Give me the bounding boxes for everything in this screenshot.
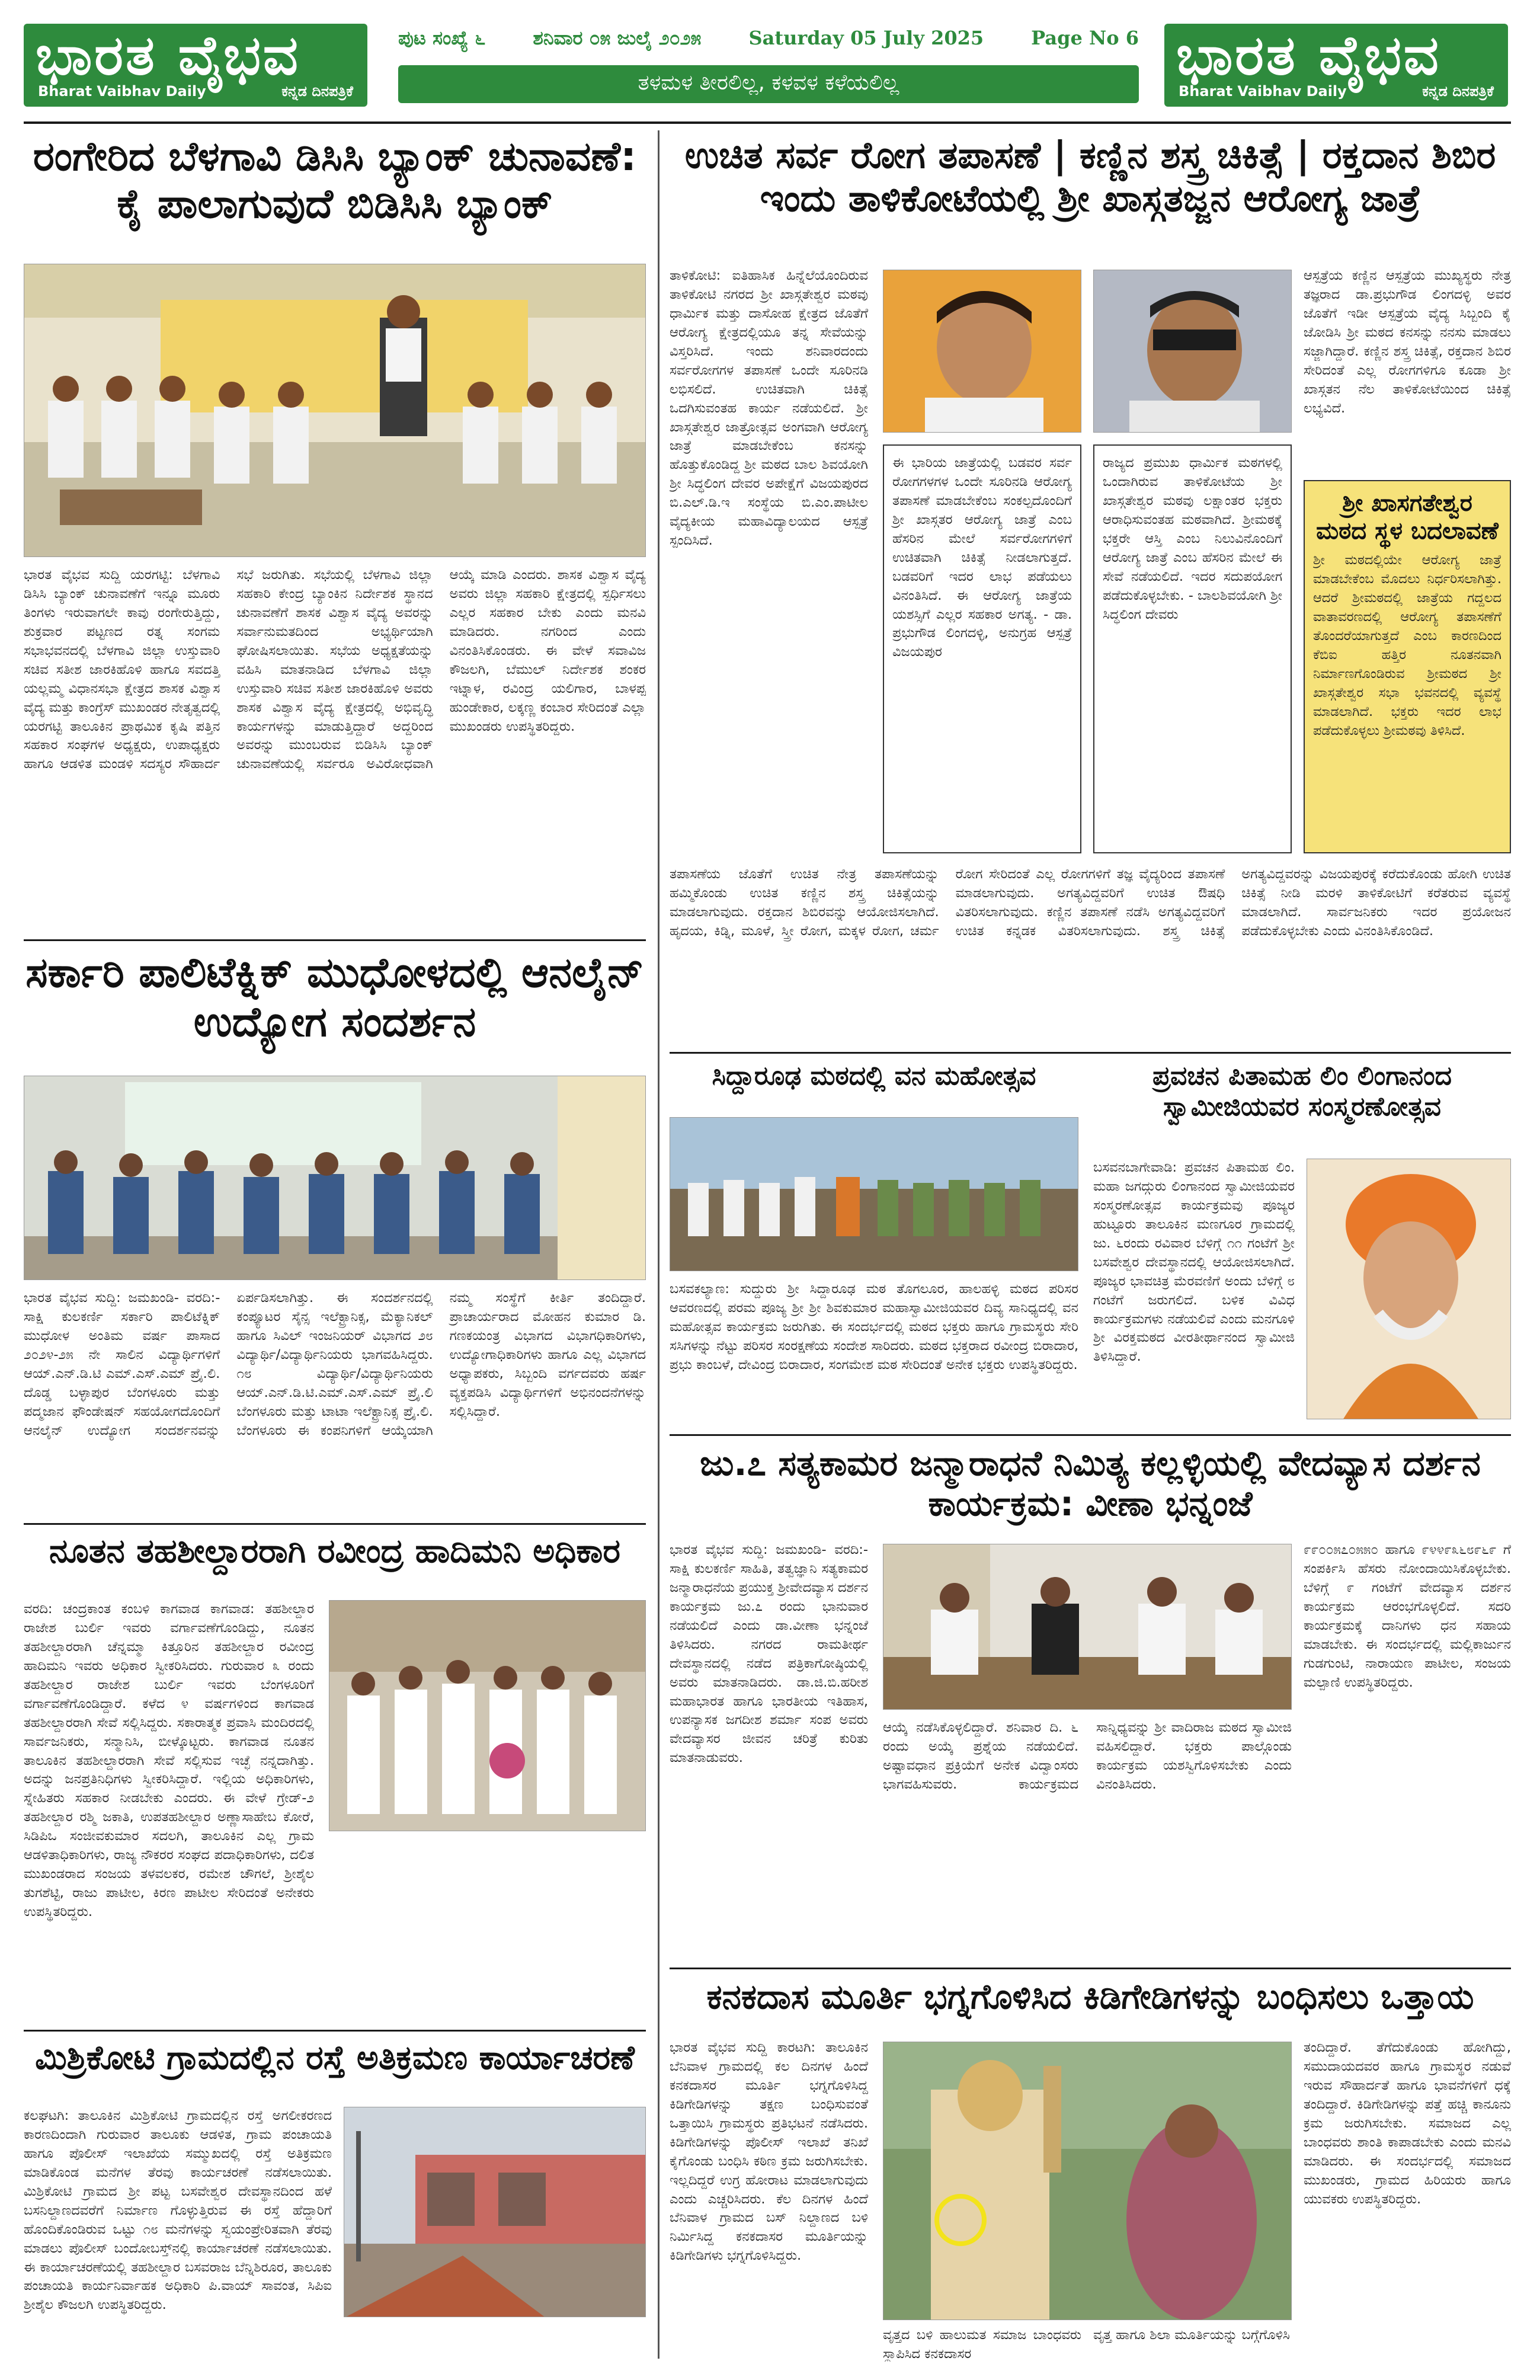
tahsildar-headline: ನೂತನ ತಹಶೀಲ್ದಾರರಾಗಿ ರವೀಂದ್ರ ಹಾದಿಮನಿ ಅಧಿಕಾರ xyxy=(49,1532,620,1570)
health-box-1 xyxy=(883,444,1081,853)
kanakadasa-headline: ಕನಕದಾಸ ಮೂರ್ತಿ ಭಗ್ನಗೊಳಿಸಿದ ಕಿಡಿಗೇಡಿಗಳನ್ನು ಬಂಧಿಸಲು ಒತ್ತಾಯ xyxy=(706,1976,1474,2017)
masthead-kannada-right: ಕನ್ನಡ ದಿನಪತ್ರಿಕೆ xyxy=(1422,83,1494,100)
dcc-headline: ರಂಗೇರಿದ ಬೆಳಗಾವಿ ಡಿಸಿಸಿ ಬ್ಯಾಂಕ್ ಚುನಾವಣೆ: ಕೈ ಪಾಲಾಗುವುದೆ ಬಿಡಿಸಿಸಿ ಬ್ಯಾಂಕ್ xyxy=(33,133,637,228)
dcc-body: ಭಾರತ ವೈಭವ ಸುದ್ದಿ ಯರಗಟ್ಟಿ: ಬೆಳಗಾವಿ ಡಿಸಿಸಿ ಬ್ಯಾಂಕ್ ಚುನಾವಣೆಗೆ ಇನ್ನೂ ಮೂರು ತಿಂಗಳು ಇರುವಾಗಲೇ ಕಾವು ರಂಗೇರುತ್ತಿದ್ದು, ಶುಕ್ರವಾರ ಪಟ್ಟಣದ ರತ್ನ ಸಂಗಮ ಸಭಾಭವನದಲ್ಲಿ ಬೆಳಗಾವಿ ಜಿಲ್ಲಾ ಉಸ್ತುವಾರಿ ಸಚಿವ ಸತೀಶ ಜಾರಕಿಹೊಳಿ ಹಾಗೂ ಸವದತ್ತಿ ಯಲ್ಲಮ್ಮ ವಿಧಾನಸಭಾ ಕ್ಷೇತ್ರದ ಶಾಸಕ ವಿಶ್ವಾಸ ವೈದ್ಯ ಮತ್ತು ಕಾಂಗ್ರೆಸ್ ಮುಖಂಡರ ನೇತೃತ್ವದಲ್ಲಿ ಯರಗಟ್ಟಿ ತಾಲೂಕಿನ ಪ್ರಾಥಮಿಕ ಕೃಷಿ ಪತ್ತಿನ ಸಹಕಾರ ಸಂಘಗಳ ಅಧ್ಯಕ್ಷರು, ಉಪಾಧ್ಯಕ್ಷರು ಹಾಗೂ ಆಡಳಿತ ಮಂಡಳಿ ಸದಸ್ಯರ ಸೌಹಾರ್ದ ಸಭೆ ಜರುಗಿತು. ಸಭೆಯಲ್ಲಿ ಬೆಳಗಾವಿ ಜಿಲ್ಲಾ ಸಹಕಾರಿ ಕೇಂದ್ರ ಬ್ಯಾಂಕಿನ ನಿರ್ದೇಶಕ ಸ್ಥಾನದ ಚುನಾವಣೆಗೆ ಶಾಸಕ ವಿಶ್ವಾಸ ವೈದ್ಯ ಅವರನ್ನು ಸರ್ವಾನುಮತದಿಂದ ಅಭ್ಯರ್ಥಿಯಾಗಿ ಘೋಷಿಸಲಾಯಿತು. ಸಭೆಯ ಅಧ್ಯಕ್ಷತೆಯನ್ನು ವಹಿಸಿ ಮಾತನಾಡಿದ ಬೆಳಗಾವಿ ಜಿಲ್ಲಾ ಉಸ್ತುವಾರಿ ಸಚಿವ ಸತೀಶ ಜಾರಕಿಹೊಳಿ ಅವರು ಶಾಸಕ ವಿಶ್ವಾಸ ವೈದ್ಯ ಕ್ಷೇತ್ರದಲ್ಲಿ ಅಭಿವೃದ್ಧಿ ಕಾರ್ಯಗಳನ್ನು ಮಾಡುತ್ತಿದ್ದಾರೆ ಅದ್ದರಿಂದ ಅವರನ್ನು ಮುಂಬರುವ ಬಿಡಿಸಿಸಿ ಬ್ಯಾಂಕ್ ಚುನಾವಣೆಯಲ್ಲಿ ಸರ್ವರೂ ಅವಿರೋಧವಾಗಿ ಆಯ್ಕೆ ಮಾಡಿ ಎಂದರು. ಶಾಸಕ ವಿಶ್ವಾಸ ವೈದ್ಯ ಅವರು ಜಿಲ್ಲಾ ಸಹಕಾರಿ ಕ್ಷೇತ್ರದಲ್ಲಿ ಸ್ಪರ್ಧಿಸಲು ಎಲ್ಲರ ಸಹಕಾರ ಬೇಕು ಎಂದು ಮನವಿ ಮಾಡಿದರು. ನಗರಿಂದ ಎಂದು ವಿನಂತಿಸಿಕೊಂಡರು. ಈ ವೇಳೆ ಸವಾವಿಜ ಕೌಜಲಗಿ, ಬೆಮುಲ್ ನಿರ್ದೇಶಕ ಶಂಕರ ಇಟ್ನಾಳ, ರವಿಂದ್ರ ಯಲಿಗಾರ, ಬಾಳಪ್ಪ ಹುಂಡೇಕಾರ, ಲಕ್ಕಣ್ಣ ಕಂಬಾರ ಸೇರಿದಂತೆ ಎಲ್ಲಾ ಮುಖಂಡರು ಉಪಸ್ಥಿತರಿದ್ದರು. xyxy=(24,567,646,772)
health-box-2 xyxy=(1093,444,1292,853)
road-body-wrap xyxy=(24,2107,332,2356)
tagline-banner: ತಳಮಳ ತೀರಲಿಲ್ಲ, ಕಳವಳ ಕಳೆಯಲಿಲ್ಲ xyxy=(398,65,1139,103)
health-sidebar-title: ಶ್ರೀ ಖಾಸಗತೇಶ್ವರ ಮಠದ ಸ್ಥಳ ಬದಲಾವಣೆ xyxy=(1316,490,1499,545)
health-bottom: ತಪಾಸಣೆಯ ಜೊತೆಗೆ ಉಚಿತ ನೇತ್ರ ತಪಾಸಣೆಯನ್ನು ಹಮ್ಮಿಕೊಂಡು ಉಚಿತ ಕಣ್ಣಿನ ಶಸ್ತ್ರ ಚಿಕಿತ್ಸೆಯನ್ನು ಮಾಡಲಾಗುವುದು. ರಕ್ತದಾನ ಶಿಬಿರವನ್ನು ಆಯೋಜಿಸಲಾಗಿದೆ. ಹೃದಯ, ಕಿಡ್ನಿ, ಮೂಳೆ, ಸ್ತ್ರೀ ರೋಗ, ಮಕ್ಕಳ ರೋಗ, ಚರ್ಮ ರೋಗ ಸೇರಿದಂತೆ ಎಲ್ಲ ರೋಗಗಳಿಗೆ ತಜ್ಞ ವೈದ್ಯರಿಂದ ತಪಾಸಣೆ ಮಾಡಲಾಗುವುದು. ಅಗತ್ಯವಿದ್ದವರಿಗೆ ಉಚಿತ ಔಷಧಿ ವಿತರಿಸಲಾಗುವುದು. ಕಣ್ಣಿನ ತಪಾಸಣೆ ನಡೆಸಿ ಅಗತ್ಯವಿದ್ದವರಿಗೆ ಉಚಿತ ಕನ್ನಡಕ ವಿತರಿಸಲಾಗುವುದು. ಶಸ್ತ್ರ ಚಿಕಿತ್ಸೆ ಅಗತ್ಯವಿದ್ದವರನ್ನು ವಿಜಯಪುರಕ್ಕೆ ಕರೆದುಕೊಂಡು ಹೋಗಿ ಉಚಿತ ಚಿಕಿತ್ಸೆ ನೀಡಿ ಮರಳಿ ತಾಳಿಕೋಟಿಗೆ ಕರೆತರುವ ವ್ಯವಸ್ಥೆ ಮಾಡಲಾಗಿದೆ. ಸಾರ್ವಜನಿಕರು ಇದರ ಪ್ರಯೋಜನ ಪಡೆದುಕೊಳ್ಳಬೇಕು ಎಂದು ವಿನಂತಿಸಿಕೊಂಡಿದೆ. xyxy=(670,866,1511,939)
health-photo-1 xyxy=(883,270,1081,433)
kanakadasa-left: ಭಾರತ ವೈಭವ ಸುದ್ದಿ ಕಾರಟಗಿ: ತಾಲೂಕಿನ ಬೆನಿವಾಳ ಗ್ರಾಮದಲ್ಲಿ ಕಲ ದಿನಗಳ ಹಿಂದೆ ಕನಕದಾಸರ ಮೂರ್ತಿ ಭಗ್ನಗೊಳಿಸಿದ್ದ ಕಿಡಿಗೇಡಿಗಳನ್ನು ತಕ್ಷಣ ಬಂಧಿಸುವಂತೆ ಒತ್ತಾಯಿಸಿ ಗ್ರಾಮಸ್ಥರು ಪ್ರತಿಭಟನೆ ನಡೆಸಿದರು. ಕಿಡಿಗೇಡಿಗಳನ್ನು ಪೊಲೀಸ್ ಇಲಾಖೆ ತನಿಖೆ ಕೈಗೊಂಡು ಬಂಧಿಸಿ ಕಠಿಣ ಕ್ರಮ ಜರುಗಿಸಬೇಕು. ಇಲ್ಲದಿದ್ದರೆ ಉಗ್ರ ಹೋರಾಟ ಮಾಡಲಾಗುವುದು ಎಂದು ಎಚ್ಚರಿಸಿದರು. ಕೆಲ ದಿನಗಳ ಹಿಂದೆ ಬೆನಿವಾಳ ಗ್ರಾಮದ ಬಸ್ ನಿಲ್ದಾಣದ ಬಳಿ ನಿರ್ಮಿಸಿದ್ದ ಕನಕದಾಸರ ಮೂರ್ತಿಯನ್ನು ಕಿಡಿಗೇಡಿಗಳು ಭಗ್ನಗೊಳಿಸಿದ್ದರು. xyxy=(670,2040,868,2264)
kannada-date: ಶನಿವಾರ ೦೫ ಜುಲೈ ೨೦೨೫ xyxy=(533,26,702,49)
page-number: Page No 6 xyxy=(1031,27,1139,49)
vedavyasa-left: ಭಾರತ ವೈಭವ ಸುದ್ದಿ: ಜಮಖಂಡಿ- ವರದಿ:- ಸಾಕ್ಷಿ ಕುಲಕರ್ಣಿ ಸಾಹಿತಿ, ತತ್ವಜ್ಞಾನಿ ಸತ್ಯಕಾಮರ ಜನ್ಮಾರಾಧನೆಯ ಪ್ರಯುಕ್ತ ಶ್ರೀವೇದವ್ಯಾಸ ದರ್ಶನ ಕಾರ್ಯಕ್ರಮ ಜು.೭ ರಂದು ಭಾನುವಾರ ನಡೆಯಲಿದೆ ಎಂದು ಡಾ.ವೀಣಾ ಭನ್ನಂಜೆ ತಿಳಿಸಿದರು. ನಗರದ ರಾಮತೀರ್ಥ ದೇವಸ್ಥಾನದಲ್ಲಿ ನಡೆದ ಪತ್ರಿಕಾಗೋಷ್ಠಿಯಲ್ಲಿ ಅವರು ಮಾತನಾಡಿದರು. ಡಾ.ಜಿ.ಬಿ.ಹರೀಶ ಮಹಾಭಾರತ ಹಾಗೂ ಭಾರತೀಯ ಇತಿಹಾಸ, ಉಪನ್ಯಾಸಕ ಜಗದೀಶ ಶರ್ಮಾ ಸಂಪ ಅವರು ವೇದವ್ಯಾಸರ ಜೀವನ ಚರಿತ್ರೆ ಕುರಿತು ಮಾತನಾಡುವರು. xyxy=(670,1542,868,1766)
kanakadasa-caption-left: ವೃತ್ತದ ಬಳಿ ಹಾಲುಮತ ಸಮಾಜ ಬಾಂಧವರು ಸ್ಥಾಪಿಸಿದ ಕನಕದಾಸರ xyxy=(883,2327,1081,2362)
masthead-title: ಭಾರತ ವೈಭವ xyxy=(36,24,300,87)
vedavyasa-mid: ಆಯ್ಕೆ ನಡೆಸಿಕೊಳ್ಳಲಿದ್ದಾರೆ. ಶನಿವಾರ ದಿ. ೬ ರಂದು ಅಯ್ಕೆ ಪ್ರಶ್ನೆಯ ನಡೆಯಲಿದೆ. ಅಷ್ಟಾವಧಾನ ಪ್ರಕ್ರಿಯೆಗೆ ಅನೇಕ ವಿದ್ವಾಂಸರು ಭಾಗವಹಿಸುವರು. ಕಾರ್ಯಕ್ರಮದ ಸಾನ್ನಿಧ್ಯವನ್ನು ಶ್ರೀ ವಾದಿರಾಜ ಮಠದ ಸ್ವಾಮೀಜಿ ವಹಿಸಲಿದ್ದಾರೆ. ಭಕ್ತರು ಪಾಲ್ಗೊಂಡು ಕಾರ್ಯಕ್ರಮ ಯಶಸ್ವಿಗೊಳಿಸಬೇಕು ಎಂದು ವಿನಂತಿಸಿದರು. xyxy=(883,1720,1292,1792)
tahsildar-photo xyxy=(329,1600,646,1831)
masthead-left xyxy=(24,24,367,107)
column-divider xyxy=(658,130,659,2359)
masthead-kannada: ಕನ್ನಡ ದಿನಪತ್ರಿಕೆ xyxy=(281,83,353,100)
health-col1-wrap xyxy=(670,267,868,859)
health-headline: ಉಚಿತ ಸರ್ವ ರೋಗ ತಪಾಸಣೆ | ಕಣ್ಣಿನ ಶಸ್ತ್ರ ಚಿಕಿತ್ಸೆ | ರಕ್ತದಾನ ಶಿಬಿರ ಇಂದು ತಾಳಿಕೋಟೆಯಲ್ಲಿ ಶ್ರೀ ಖಾಸ್ಗತಜ್ಜನ ಆರೋಗ್ಯ ಜಾತ್ರೆ xyxy=(684,133,1496,220)
health-col1: ತಾಳಿಕೋಟಿ: ಐತಿಹಾಸಿಕ ಹಿನ್ನೆಲೆಯೊಂದಿರುವ ತಾಳಿಕೋಟಿ ನಗರದ ಶ್ರೀ ಖಾಸ್ಗತೇಶ್ವರ ಮಠವು ಧಾರ್ಮಿಕ ಮತ್ತು ದಾಸೋಹ ಕ್ಷೇತ್ರದ ಜೊತೆಗೆ ಆರೋಗ್ಯ ಕ್ಷೇತ್ರದಲ್ಲಿಯೂ ತನ್ನ ಸೇವೆಯನ್ನು ವಿಸ್ತರಿಸಿದೆ. ಇಂದು ಶನಿವಾರದಂದು ಸರ್ವರೋಗಗಳ ತಪಾಸಣೆ ಒಂದೇ ಸೂರಿನಡಿ ಲಭಿಸಲಿದೆ. ಉಚಿತವಾಗಿ ಚಿಕಿತ್ಸೆ ಒದಗಿಸುವಂತಹ ಕಾರ್ಯ ನಡೆಯಲಿದೆ. ಶ್ರೀ ಖಾಸ್ಗತೇಶ್ವರ ಜಾತ್ರೋತ್ಸವ ಅಂಗವಾಗಿ ಆರೋಗ್ಯ ಜಾತ್ರೆ ಮಾಡಬೇಕೆಂಬ ಕನಸನ್ನು ಹೊತ್ತುಕೊಂಡಿದ್ದ ಶ್ರೀ ಮಠದ ಬಾಲ ಶಿವಯೋಗಿ ಶ್ರೀ ಸಿದ್ಧಲಿಂಗ ದೇವರ ಅಪೇಕ್ಷೆಗೆ ವಿಜಯಪುರದ ಬಿ.ಎಲ್.ಡಿ.ಇ ಸಂಸ್ಥೆಯ ಬಿ.ಎಂ.ಪಾಟೀಲ ವೈದ್ಯಕೀಯ ಮಹಾವಿದ್ಯಾಲಯದ ಆಸ್ಪತ್ರೆ ಸ್ಪಂದಿಸಿದೆ. xyxy=(670,268,868,549)
kanakadasa-right: ತಂದಿದ್ದಾರೆ. ತೆಗೆದುಕೊಂಡು ಹೋಗಿದ್ದು, ಸಮುದಾಯದವರ ಹಾಗೂ ಗ್ರಾಮಸ್ಥರ ನಡುವೆ ಇರುವ ಸೌಹಾರ್ದತೆ ಹಾಗೂ ಭಾವನೆಗಳಿಗೆ ಧಕ್ಕೆ ತಂದಿದ್ದಾರೆ. ಕಿಡಿಗೇಡಿಗಳನ್ನು ಪತ್ತೆ ಹಚ್ಚಿ ಕಾನೂನು ಕ್ರಮ ಜರುಗಿಸಬೇಕು. ಸಮಾಜದ ಎಲ್ಲ ಬಾಂಧವರು ಶಾಂತಿ ಕಾಪಾಡಬೇಕು ಎಂದು ಮನವಿ ಮಾಡಿದರು. ಈ ಸಂದರ್ಭದಲ್ಲಿ ಸಮಾಜದ ಮುಖಂಡರು, ಗ್ರಾಮದ ಹಿರಿಯರು ಹಾಗೂ ಯುವಕರು ಉಪಸ್ಥಿತರಿದ್ದರು. xyxy=(1304,2040,1511,2207)
vedavyasa-photo xyxy=(883,1544,1292,1710)
health-col4: ಆಸ್ಪತ್ರೆಯ ಕಣ್ಣಿನ ಆಸ್ಪತ್ರೆಯ ಮುಖ್ಯಸ್ಥರು ನೇತ್ರ ತಜ್ಞರಾದ ಡಾ.ಪ್ರಭುಗೌಡ ಲಿಂಗದಳ್ಳಿ ಅವರ ಜೊತೆಗೆ ಇಡೀ ಆಸ್ಪತ್ರೆಯ ವೈದ್ಯ ಸಿಬ್ಬಂದಿ ಕೈ ಜೋಡಿಸಿ ಶ್ರೀ ಮಠದ ಕನಸನ್ನು ನನಸು ಮಾಡಲು ಸಜ್ಜಾಗಿದ್ದಾರೆ. ಕಣ್ಣಿನ ಶಸ್ತ್ರ ಚಿಕಿತ್ಸೆ, ರಕ್ತದಾನ ಶಿಬಿರ ಸೇರಿದಂತೆ ಎಲ್ಲ ರೋಗಗಳಿಗೂ ಕೂಡಾ ಶ್ರೀ ಖಾಸ್ಗತನ ನೆಲ ತಾಳಿಕೋಟೆಯಿಂದ ಚಿಕಿತ್ಸೆ ಲಭ್ಯವಿದೆ. xyxy=(1304,268,1511,416)
vedavyasa-right: ೯೯೦೦೫೭೦೫೫೦ ಹಾಗೂ ೯೪೪೯೩೬೮೯೬೯ ಗೆ ಸಂಪರ್ಕಿಸಿ ಹೆಸರು ನೋಂದಾಯಿಸಿಕೊಳ್ಳಬೇಕು. ಬೆಳಿಗ್ಗೆ ೯ ಗಂಟೆಗೆ ವೇದವ್ಯಾಸ ದರ್ಶನ ಕಾರ್ಯಕ್ರಮ ಆರಂಭಗೊಳ್ಳಲಿದೆ. ಸದರಿ ಕಾರ್ಯಕ್ರಮಕ್ಕೆ ದಾನಿಗಳು ಧನ ಸಹಾಯ ಮಾಡಬೇಕು. ಈ ಸಂದರ್ಭದಲ್ಲಿ ಮಲ್ಲಿಕಾರ್ಜುನ ಗುಡಗುಂಟಿ, ನಾರಾಯಣ ಪಾಟೀಲ, ಸಂಜಯ ಮಲ್ಪಾಣಿ ಉಪಸ್ಥಿತರಿದ್ದರು. xyxy=(1304,1542,1511,1690)
masthead-english-right: Bharat Vaibhav Daily xyxy=(1179,83,1347,100)
polytechnic-body: ಭಾರತ ವೈಭವ ಸುದ್ದಿ: ಜಮಖಂಡಿ- ವರದಿ:- ಸಾಕ್ಷಿ ಕುಲಕರ್ಣಿ ಸರ್ಕಾರಿ ಪಾಲಿಟೆಕ್ನಿಕ್ ಮುಧೋಳ ಅಂತಿಮ ವರ್ಷ ಪಾಸಾದ ೨೦೨೪-೨೫ ನೇ ಸಾಲಿನ ವಿದ್ಯಾರ್ಥಿಗಳಿಗೆ ಆಯ್.ಎನ್.ಡಿ.ಟಿ ಎಮ್.ಎಸ್.ಎಮ್ ಪ್ರೈ.ಲಿ. ದೊಡ್ಡ ಬಳ್ಳಾಪುರ ಬೆಂಗಳೂರು ಮತ್ತು ಪದ್ಮಜಾನ ಫೌಂಡೇಷನ್ ಸಹಯೋಗದೊಂದಿಗೆ ಆನಲೈನ್ ಉದ್ಯೋಗ ಸಂದರ್ಶನವನ್ನು ಏರ್ಪಡಿಸಲಾಗಿತ್ತು. ಈ ಸಂದರ್ಶನದಲ್ಲಿ ಕಂಪ್ಯೂಟರ ಸೈನ್ಸ ಇಲೆಕ್ಟ್ರಾನಿಕ್ಸ, ಮೆಕ್ಯಾನಿಕಲ್ ಹಾಗೂ ಸಿವಿಲ್ ಇಂಜನಿಯರ್ ವಿಭಾಗದ ೨೮ ವಿದ್ಯಾರ್ಥಿ/ವಿದ್ಯಾರ್ಥಿನಿಯರು ಭಾಗವಹಿಸಿದ್ದರು. ೧೮ ವಿದ್ಯಾರ್ಥಿ/ವಿದ್ಯಾರ್ಥಿನಿಯರು ಆಯ್.ಎನ್.ಡಿ.ಟಿ.ಎಮ್.ಎಸ್.ಎಮ್ ಪ್ರೈ.ಲಿ ಬೆಂಗಳೂರು ಮತ್ತು ಟಾಟಾ ಇಲೆಕ್ಟ್ರಾನಿಕ್ಸ ಪ್ರೈ.ಲಿ. ಬೆಂಗಳೂರು ಈ ಕಂಪನಿಗಳಿಗೆ ಆಯ್ಕೆಯಾಗಿ ನಮ್ಮ ಸಂಸ್ಥೆಗೆ ಕೀರ್ತಿ ತಂದಿದ್ದಾರೆ. ಪ್ರಾಚಾರ್ಯರಾದ ಮೋಹನ ಕುಮಾರ ಡಿ. ಗಣಕಯಂತ್ರ ವಿಭಾಗದ ವಿಭಾಗಧಿಕಾರಿಗಳು, ಉದ್ಯೋಗಾಧಿಕಾರಿಗಳು ಹಾಗೂ ಎಲ್ಲ ವಿಭಾಗದ ಅಧ್ಯಾಪಕರು, ಸಿಬ್ಬಂದಿ ವರ್ಗದವರು ಹರ್ಷ ವ್ಯಕ್ತಪಡಿಸಿ ವಿದ್ಯಾರ್ಥಿಗಳಿಗೆ ಅಭಿನಂದನೆಗಳನ್ನು ಸಲ್ಲಿಸಿದ್ದಾರೆ. xyxy=(24,1290,646,1438)
health-sidebar-body: ಶ್ರೀ ಮಠದಲ್ಲಿಯೇ ಆರೋಗ್ಯ ಜಾತ್ರೆ ಮಾಡಬೇಕೆಂಬ ಮೊದಲು ನಿರ್ಧರಿಸಲಾಗಿತ್ತು. ಆದರೆ ಶ್ರೀಮಠದಲ್ಲಿ ಜಾತ್ರೆಯ ಗದ್ದಲದ ವಾತಾವರಣದಲ್ಲಿ ಆರೋಗ್ಯ ತಪಾಸಣೆಗೆ ತೊಂದರೆಯಾಗುತ್ತದೆ ಎಂಬ ಕಾರಣದಿಂದ ಕೆಬಿಐ ಹತ್ತಿರ ನೂತನವಾಗಿ ನಿರ್ಮಾಣಗೊಂಡಿರುವ ಶ್ರೀಮಠದ ಶ್ರೀ ಖಾಸ್ಗತೇಶ್ವರ ಸಭಾ ಭವನದಲ್ಲಿ ವ್ಯವಸ್ಥೆ ಮಾಡಲಾಗಿದೆ. ಭಕ್ತರು ಇದರ ಲಾಭ ಪಡೆದುಕೊಳ್ಳಲು ಶ್ರೀಮಠವು ತಿಳಿಸಿದೆ. xyxy=(1313,552,1501,738)
siddharoodha-photo xyxy=(670,1117,1078,1271)
divider-3 xyxy=(24,2030,646,2032)
road-photo xyxy=(344,2107,646,2317)
page-count: ಪುಟ ಸಂಖ್ಯೆ ೬ xyxy=(398,26,486,49)
tahsildar-body-left xyxy=(24,1600,314,2027)
vedavyasa-headline: ಜು.೭ ಸತ್ಯಕಾಮರ ಜನ್ಮಾರಾಧನೆ ನಿಮಿತ್ಯ ಕಲ್ಲಳ್ಳಿಯಲ್ಲಿ ವೇದವ್ಯಾಸ ದರ್ಶನ ಕಾರ್ಯಕ್ರಮ: ವೀಣಾ ಭನ್ನಂಜೆ xyxy=(700,1443,1481,1524)
divider-1 xyxy=(24,939,646,941)
kanakadasa-caption-right: ವೃತ್ತ ಹಾಗೂ ಶಿಲಾ ಮೂರ್ತಿಯನ್ನು ಬಗ್ಗೆಗೊಳಿಸಿ xyxy=(1093,2327,1290,2343)
english-date: Saturday 05 July 2025 xyxy=(748,27,984,49)
road-headline: ಮಿಶ್ರಿಕೋಟಿ ಗ್ರಾಮದಲ್ಲಿನ ರಸ್ತೆ ಅತಿಕ್ರಮಣ ಕಾರ್ಯಾಚರಣೆ xyxy=(35,2039,635,2077)
masthead-english: Bharat Vaibhav Daily xyxy=(38,83,206,100)
pravachana-headline: ಪ್ರವಚನ ಪಿತಾಮಹ ಲಿಂ ಲಿಂಗಾನಂದ ಸ್ವಾಮೀಜಿಯವರ ಸಂಸ್ಮರಣೋತ್ಸವ xyxy=(1152,1061,1452,1122)
road-body: ಕಲಘಟಗಿ: ತಾಲೂಕಿನ ಮಿಶ್ರಿಕೋಟಿ ಗ್ರಾಮದಲ್ಲಿನ ರಸ್ತೆ ಅಗಲೀಕರಣದ ಕಾರಣದಿಂದಾಗಿ ಗುರುವಾರ ತಾಲೂಕು ಆಡಳಿತ, ಗ್ರಾಮ ಪಂಚಾಯತಿ ಹಾಗೂ ಪೊಲೀಸ್ ಇಲಾಖೆಯ ಸಮ್ಮುಖದಲ್ಲಿ ರಸ್ತೆ ಅತಿಕ್ರಮಣ ಮಾಡಿಕೊಂಡ ಮನೆಗಳ ತೆರವು ಕಾರ್ಯಚರಣೆ ನಡೆಸಲಾಯಿತು. ಮಿಶ್ರಿಕೋಟಿ ಗ್ರಾಮದ ಶ್ರೀ ಪಟ್ಟ ಬಸವೇಶ್ವರ ದೇವಸ್ಥಾನದಿಂದ ಹಳೆ ಬಸನಿಲ್ದಾಣದವರೆಗೆ ನಿರ್ಮಾಣ ಗೊಳ್ಳುತ್ತಿರುವ ಈ ರಸ್ತೆ ಹೆದ್ದಾರಿಗೆ ಹೊಂದಿಕೊಂಡಿರುವ ಒಟ್ಟು ೧೮ ಮನೆಗಳನ್ನು ಸ್ವಯಂಪ್ರೇರಿತವಾಗಿ ತೆರವು ಮಾಡಲು ಪೊಲೀಸ್ ಬಂದೋಬಸ್ತ್‌ನಲ್ಲಿ ಕಾರ್ಯಾಚರಣೆ ನಡೆಸಲಾಯಿತು. ಈ ಕಾರ್ಯಾಚರಣೆಯಲ್ಲಿ ತಹಶೀಲ್ದಾರ ಬಸವರಾಜ ಬೆನ್ನಿಶಿರೂರ, ತಾಲೂಕು ಪಂಚಾಯತಿ ಕಾರ್ಯನಿರ್ವಾಹಕ ಅಧಿಕಾರಿ ಪಿ.ವಾಯ್ ಸಾವಂತ, ಸಿಪಿಐ ಶ್ರೀಶೈಲ ಕೌಜಲಗಿ ಉಪಸ್ಥಿತರಿದ್ದರು. xyxy=(24,2108,332,2313)
kanakadasa-photo xyxy=(883,2042,1292,2320)
divider-6 xyxy=(670,1968,1511,1969)
dcc-photo xyxy=(24,264,646,557)
pravachana-body: ಬಸವನಬಾಗೇವಾಡಿ: ಪ್ರವಚನ ಪಿತಾಮಹ ಲಿಂ. ಮಹಾ ಜಗದ್ಗುರು ಲಿಂಗಾನಂದ ಸ್ವಾಮೀಜಿಯವರ ಸಂಸ್ಮರಣೋತ್ಸವ ಕಾರ್ಯಕ್ರಮವು ಪೂಜ್ಯರ ಹುಟ್ಟೂರು ತಾಲೂಕಿನ ಮಣಗೂರ ಗ್ರಾಮದಲ್ಲಿ ಜು. ೬ರಂದು ರವಿವಾರ ಬೆಳಿಗ್ಗೆ ೧೧ ಗಂಟೆಗೆ ಶ್ರೀ ಬಸವೇಶ್ವರ ದೇವಸ್ಥಾನದಲ್ಲಿ ಆಯೋಜಿಸಲಾಗಿದೆ. ಪೂಜ್ಯರ ಭಾವಚಿತ್ರ ಮೆರವಣಿಗೆ ಅಂದು ಬೆಳಿಗ್ಗೆ ೮ ಗಂಟೆಗೆ ಜರುಗಲಿದೆ. ಬಳಿಕ ವಿವಿಧ ಕಾರ್ಯಕ್ರಮಗಳು ನಡೆಯಲಿವೆ ಎಂದು ಮನಗೂಳಿ ಶ್ರೀ ವಿರಕ್ತಮಠದ ವೀರತೀರ್ಥಾನಂದ ಸ್ವಾಮೀಜಿ ತಿಳಿಸಿದ್ದಾರೆ. xyxy=(1093,1160,1295,1365)
siddharoodha-body: ಬಸವಕಲ್ಯಾಣ: ಸುದ್ದುರು ಶ್ರೀ ಸಿದ್ದಾರೂಢ ಮಠ ತೊಗಲೂರ, ಹಾಲಹಳ್ಳಿ ಮಠದ ಪರಿಸರ ಆವರಣದಲ್ಲಿ ಪರಮ ಪೂಜ್ಯ ಶ್ರೀ ಶ್ರೀ ಶಿವಕುಮಾರ ಮಹಾಸ್ವಾಮೀಜಿಯವರ ದಿವ್ಯ ಸಾನಿಧ್ಯದಲ್ಲಿ ವನ ಮಹೋತ್ಸವ ಕಾರ್ಯಕ್ರಮ ಜರುಗಿತು. ಈ ಸಂದರ್ಭದಲ್ಲಿ ಮಠದ ಭಕ್ತರು ಹಾಗೂ ಗ್ರಾಮಸ್ಥರು ಸೇರಿ ಸಸಿಗಳನ್ನು ನೆಟ್ಟು ಪರಿಸರ ಸಂರಕ್ಷಣೆಯ ಸಂದೇಶ ಸಾರಿದರು. ಮಠದ ಭಕ್ತರಾದ ರವೀಂದ್ರ ಬಿರಾದಾರ, ಪ್ರಭು ಕಾಂಬಳೆ, ದೇವಿಂದ್ರ ಬಿರಾದಾರ, ಸಂಗಮೇಶ ಮಠ ಸೇರಿದಂತೆ ಅನೇಕ ಭಕ್ತರು ಉಪಸ್ಥಿತರಿದ್ದರು. xyxy=(670,1281,1078,1373)
siddharoodha-headline: ಸಿದ್ದಾರೂಢ ಮಠದಲ್ಲಿ ವನ ಮಹೋತ್ಸವ xyxy=(712,1061,1036,1091)
health-sidebar xyxy=(1304,480,1511,853)
masthead-title-right: ಭಾರತ ವೈಭವ xyxy=(1176,24,1441,87)
header-meta xyxy=(398,24,1139,52)
masthead-rule xyxy=(24,121,1511,124)
divider-2 xyxy=(24,1523,646,1525)
health-col4-wrap xyxy=(1304,267,1511,474)
health-photo-2 xyxy=(1093,270,1292,433)
health-box1-text: ಈ ಭಾರಿಯ ಜಾತ್ರೆಯಲ್ಲಿ ಬಡವರ ಸರ್ವ ರೋಗಗಳಗಳ ಒಂದೇ ಸೂರಿನಡಿ ಆರೋಗ್ಯ ತಪಾಸಣೆ ಮಾಡಬೇಕೆಂಬ ಸಂಕಲ್ಪದೊಂದಿಗೆ ಶ್ರೀ ಖಾಸ್ಗತರ ಆರೋಗ್ಯ ಜಾತ್ರೆ ಎಂಬ ಹೆಸರಿನ ಮೇಲೆ ಸರ್ವರೋಗಗಳಿಗೆ ಉಚಿತವಾಗಿ ಚಿಕಿತ್ಸೆ ನೀಡಲಾಗುತ್ತದೆ. ಬಡವರಿಗೆ ಇದರ ಲಾಭ ಪಡೆಯಲು ವಿನಂತಿಸಿದೆ. ಈ ಆರೋಗ್ಯ ಜಾತ್ರೆಯ ಯಶಸ್ಸಿಗೆ ಎಲ್ಲರ ಸಹಕಾರ ಅಗತ್ಯ. - ಡಾ. ಪ್ರಭುಗೌಡ ಲಿಂಗದಳ್ಳಿ, ಅನುಗ್ರಹ ಆಸ್ಪತ್ರೆ ವಿಜಯಪುರ xyxy=(892,455,1072,660)
masthead-right xyxy=(1164,24,1508,107)
tahsildar-body: ವರದಿ: ಚಂದ್ರಕಾಂತ ಕಂಬಳಿ ಕಾಗವಾಡ ಕಾಗವಾಡ: ತಹಶೀಲ್ದಾರ ರಾಜೇಶ ಬುರ್ಲಿ ಇವರು ವರ್ಗಾವಣೆಗೊಂಡಿದ್ದು, ನೂತನ ತಹಶೀಲ್ದಾರರಾಗಿ ಚೆನ್ನಮ್ಮಾ ಕಿತ್ತೂರಿನ ತಹಶೀಲ್ದಾರ ರವೀಂದ್ರ ಹಾದಿಮನಿ ಇವರು ಅಧಿಕಾರ ಸ್ವೀಕರಿಸಿದರು. ಗುರುವಾರ ೩ ರಂದು ತಹಶೀಲ್ದಾರ ರಾಜೇಶ ಬುರ್ಲಿ ಇವರು ಬೆಂಗಳೂರಿಗೆ ವರ್ಗಾವಣೆಗೊಂಡಿದ್ದಾರೆ. ಕಳೆದ ೪ ವರ್ಷಗಳಿಂದ ಕಾಗವಾಡ ತಹಶೀಲ್ದಾರರಾಗಿ ಸೇವೆ ಸಲ್ಲಿಸಿದ್ದರು. ಸಕಾರಾತ್ಮಕ ಪ್ರವಾಸಿ ಮಂದಿರದಲ್ಲಿ ಸಾರ್ವಜನಿಕರು, ಸನ್ಮಾನಿಸಿ, ಬೀಳ್ಕೊಟ್ಟರು. ಕಾಗವಾಡ ನೂತನ ತಾಲೂಕಿನ ತಹಶೀಲ್ದಾರರಾಗಿ ಸೇವೆ ಸಲ್ಲಿಸುವ ಇಚ್ಛೆ ನನ್ನದಾಗಿತ್ತು. ಅದನ್ನು ಜನಪ್ರತಿನಿಧಿಗಳು ಸ್ವೀಕರಿಸಿದ್ದಾರೆ. ಇಲ್ಲಿಯ ಅಧಿಕಾರಿಗಳು, ಸ್ನೇಹಿತರು ಸಹಕಾರ ನೀಡಬೇಕು ಎಂದರು. ಈ ವೇಳೆ ಗ್ರೇಡ್-೨ ತಹಶೀಲ್ದಾರ ರಶ್ಮಿ ಜಕಾತಿ, ಉಪತಹಶೀಲ್ದಾರ ಅಣ್ಣಾಸಾಹೇಬ ಕೋರೆ, ಸಿಡಿಪಿಒ ಸಂಜೀವಕುಮಾರ ಸದಲಗಿ, ತಾಲೂಕಿನ ಎಲ್ಲ ಗ್ರಾಮ ಆಡಳಿತಾಧಿಕಾರಿಗಳು, ರಾಜ್ಯ ನೌಕರರ ಸಂಘದ ಪದಾಧಿಕಾರಿಗಳು, ದಲಿತ ಮುಖಂಡರಾದ ಸಂಜಯ ತಳವಲಕರ, ರಮೇಶ ಚೌಗಲೆ, ಶ್ರೀಶೈಲ ತುಗಶೆಟ್ಟಿ, ರಾಜು ಪಾಟೀಲ, ಕಿರಣ ಪಾಟೀಲ ಸೇರಿದಂತೆ ಅನೇಕರು ಉಪಸ್ಥಿತರಿದ್ದರು. xyxy=(24,1601,314,1920)
polytechnic-headline: ಸರ್ಕಾರಿ ಪಾಲಿಟೆಕ್ನಿಕ್ ಮುಧೋಳದಲ್ಲಿ ಆನಲೈನ್ ಉದ್ಯೋಗ ಸಂದರ್ಶನ xyxy=(25,948,644,1046)
health-box2-text: ರಾಜ್ಯದ ಪ್ರಮುಖ ಧಾರ್ಮಿಕ ಮಠಗಳಲ್ಲಿ ಒಂದಾಗಿರುವ ತಾಳಿಕೋಟೆಯ ಶ್ರೀ ಖಾಸ್ಗತೇಶ್ವರ ಮಠವು ಲಕ್ಷಾಂತರ ಭಕ್ತರು ಆರಾಧಿಸುವಂತಹ ಮಠವಾಗಿದೆ. ಶ್ರೀಮಠಕ್ಕೆ ಭಕ್ತರೇ ಆಸ್ತಿ ಎಂಬ ನಿಲುವಿನೊಂದಿಗೆ ಆರೋಗ್ಯ ಜಾತ್ರೆ ಎಂಬ ಹೆಸರಿನ ಮೇಲೆ ಈ ಸೇವೆ ನಡೆಯಲಿದೆ. ಇದರ ಸದುಪಯೋಗ ಪಡೆದುಕೊಳ್ಳಬೇಕು. - ಬಾಲಶಿವಯೋಗಿ ಶ್ರೀ ಸಿದ್ಧಲಿಂಗ ದೇವರು xyxy=(1103,455,1282,622)
divider-4 xyxy=(670,1052,1511,1054)
divider-5 xyxy=(670,1434,1511,1436)
pravachana-photo xyxy=(1307,1159,1511,1419)
polytechnic-photo xyxy=(24,1076,646,1280)
